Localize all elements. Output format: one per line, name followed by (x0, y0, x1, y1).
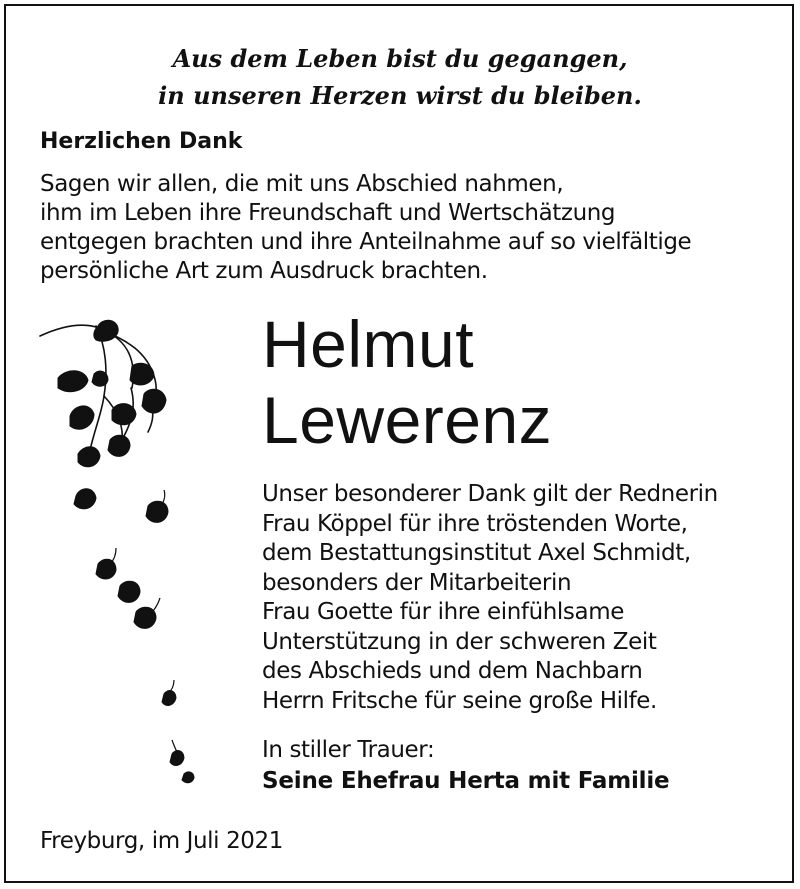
thanks-line: persönliche Art zum Ausdruck brachten. (40, 258, 488, 284)
special-thanks-line: Unterstützung in der schweren Zeit (262, 628, 657, 655)
special-thanks-line: besonders der Mitarbeiterin (262, 569, 572, 596)
deceased-name (262, 306, 552, 458)
special-thanks-paragraph (262, 480, 718, 716)
mourning-intro: In stiller Trauer: (262, 737, 435, 763)
motto-line-1: Aus dem Leben bist du gegangen, (172, 44, 628, 73)
thanks-line: ihm im Leben ihre Freundschaft und Wertschätzung (40, 200, 616, 226)
thanks-line: Sagen wir allen, die mit uns Abschied nahmen, (40, 171, 564, 197)
thanks-line: entgegen brachten und ihre Anteilnahme auf so vielfältige (40, 229, 692, 255)
special-thanks-line: Unser besonderer Dank gilt der Rednerin (262, 481, 718, 507)
motto-line-2: in unseren Herzen wirst du bleiben. (158, 81, 642, 110)
special-thanks-line: Frau Köppel für ihre tröstenden Worte, (262, 510, 688, 537)
deceased-first-name: Helmut (262, 307, 475, 381)
special-thanks-line: des Abschieds und dem Nachbarn (262, 658, 643, 684)
thanks-paragraph (40, 170, 691, 286)
place-date: Freyburg, im Juli 2021 (40, 828, 284, 854)
special-thanks-line: Herrn Fritsche für seine große Hilfe. (262, 687, 657, 714)
special-thanks-line: dem Bestattungsinstitut Axel Schmidt, (262, 540, 691, 566)
mourning-signature (262, 735, 669, 797)
thanks-heading: Herzlichen Dank (40, 129, 243, 154)
motto-verse (0, 40, 800, 114)
mourning-family: Seine Ehefrau Herta mit Familie (262, 768, 670, 794)
special-thanks-line: Frau Goette für ihre einfühlsame (262, 599, 624, 625)
deceased-last-name: Lewerenz (262, 383, 553, 457)
falling-leaves-branch-icon (36, 316, 206, 796)
